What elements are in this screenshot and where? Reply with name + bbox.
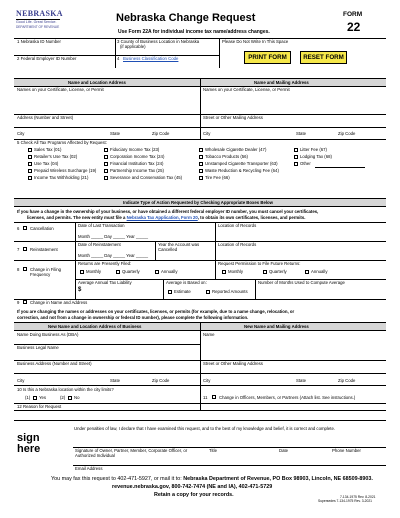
fein-label: 2 Federal Employer ID Number — [17, 56, 77, 61]
tax-checkbox[interactable] — [28, 169, 32, 173]
print-form-button[interactable]: PRINT FORM — [244, 51, 291, 64]
change-frequency-label: Change in Filing Frequency — [30, 267, 62, 278]
tax-checkbox[interactable] — [199, 162, 203, 166]
tax-checkbox[interactable] — [28, 148, 32, 152]
new-mail-name-label: Name — [203, 332, 215, 337]
tax-checkbox[interactable] — [28, 162, 32, 166]
future-quarterly-checkbox[interactable] — [263, 270, 267, 274]
mail-street-label: Street or Other Mailing Address — [203, 115, 263, 120]
reinstatement-date-label: Date of Reinstatement — [78, 242, 121, 247]
item11-number: 11 — [203, 395, 208, 400]
tax-checkbox[interactable] — [104, 176, 108, 180]
mail-city-label: City — [203, 131, 211, 136]
new-loc-state-label: State — [110, 378, 121, 383]
tax-program-label: Litter Fee (67) — [300, 147, 327, 152]
reported-checkbox[interactable] — [206, 290, 210, 294]
city-limits-yes-checkbox[interactable] — [33, 396, 37, 400]
tax-checkbox[interactable] — [104, 169, 108, 173]
reinstate-records-label: Location of Records — [218, 242, 257, 247]
name-change-note-line2: correction, and not from a change in ownership or federal ID number), please complete the following information. — [17, 315, 249, 320]
loc-city-label: City — [17, 131, 25, 136]
tax-program-label: Unstamped Cigarette Transporter (63) — [205, 161, 278, 166]
signature-label-line2: Authorized Individual — [75, 453, 115, 458]
reset-form-button[interactable]: RESET FORM — [300, 51, 347, 64]
tax-checkbox[interactable] — [199, 148, 203, 152]
tax-program-label: Lodging Tax (68) — [300, 154, 332, 159]
mailing-address-heading: Name and Mailing Address — [254, 80, 309, 85]
reinstatement-label: Reinstatement — [30, 247, 58, 252]
action-heading: Indicate Type of Action Requested by Checking Appropriate Boxes Below — [123, 200, 274, 205]
legal-name-label: Business Legal Name — [17, 345, 59, 350]
tax-program-label: Tobacco Products (56) — [205, 154, 248, 159]
new-mail-zip-label: Zip Code — [338, 378, 356, 383]
loc-state-label: State — [110, 131, 121, 136]
county-label: 3 County of Business Location in Nebraska — [117, 39, 200, 44]
form-number: 22 — [347, 20, 361, 34]
dba-label: Name Doing Business As (DBA) — [17, 332, 79, 337]
no-label: No — [74, 395, 80, 400]
county-note: (if applicable) — [120, 44, 146, 49]
tax-programs-label: 5 Check All Tax Programs Affected by Request: — [17, 140, 107, 145]
mail-state-label: State — [296, 131, 307, 136]
tax-checkbox[interactable] — [199, 169, 203, 173]
loc-name-label: Names on your Certificate, License, or Permit — [17, 87, 104, 92]
new-loc-zip-label: Zip Code — [152, 378, 170, 383]
page-title: Nebraska Change Request — [116, 12, 256, 24]
records-location-label: Location of Records — [218, 223, 257, 228]
city-limits-question: 10 Is this a Nebraska location within the city limits? — [17, 387, 114, 392]
cancel-date-fields[interactable]: Month _____ Day _____ Year _____ — [78, 234, 149, 239]
tax-checkbox[interactable] — [199, 176, 203, 180]
item7-number: 7 — [17, 247, 20, 252]
tax-checkbox[interactable] — [294, 148, 298, 152]
logo-dept: DEPARTMENT OF REVENUE — [16, 25, 60, 29]
future-monthly-checkbox[interactable] — [222, 270, 226, 274]
avg-liability-label: Average Annual Tax Liability — [78, 280, 132, 285]
ownership-note-line2: licenses, and permits. The new entity must file a Nebraska Tax Application, Form 20, to obtain its own certificates, licenses, and permits. — [27, 215, 306, 220]
tax-checkbox[interactable] — [199, 155, 203, 159]
change-name-label: Change in Name and Address — [30, 300, 88, 305]
email-label: Email Address — [75, 466, 103, 471]
tax-checkbox[interactable] — [28, 155, 32, 159]
tax-program-label: Retailer's Use Tax (02) — [34, 154, 78, 159]
logo-tagline: Good Life. Great Service. — [16, 20, 57, 24]
tax-program-label: Severance and Conservation Tax (45) — [110, 175, 183, 180]
class-code-link[interactable]: Business Classification Code — [123, 56, 179, 61]
tax-program-label: Prepaid Wireless Surcharge (19) — [34, 168, 97, 173]
new-mail-street-label: Street or Other Mailing Address — [203, 361, 263, 366]
new-mailing-heading: New Name and Mailing Address — [244, 324, 309, 329]
new-loc-city-label: City — [17, 378, 25, 383]
yes-label: Yes — [39, 395, 47, 400]
tax-program-label: Partnership Income Tax (25) — [110, 168, 164, 173]
signature-label-line1: Signature of Owner, Partner, Member, Corporate Officer, or — [75, 448, 188, 453]
future-annually-checkbox[interactable] — [305, 270, 309, 274]
future-quarterly-label: Quarterly — [269, 269, 287, 274]
new-business-street-label: Business Address (Number and Street) — [17, 361, 92, 366]
filed-annually-checkbox[interactable] — [155, 270, 159, 274]
reported-label: Reported Amounts — [212, 289, 248, 294]
sign-text: sign — [17, 432, 40, 444]
request-frequency-label: Request Permission to File Future Returns: — [218, 261, 301, 266]
loc-street-label: Address (Number and Street) — [17, 115, 74, 120]
last-transaction-label: Date of Last Transaction — [78, 223, 125, 228]
tax-checkbox[interactable] — [104, 162, 108, 166]
form-supersedes: Supersedes 7-134-1975 Rev. 3-2021 — [318, 499, 373, 503]
tax-program-label: Fiduciary Income Tax (23) — [110, 147, 160, 152]
dollar-sign: $ — [78, 287, 82, 293]
cancellation-label: Cancellation — [30, 226, 54, 231]
tax-program-label: Other — [300, 161, 311, 166]
change-name-checkbox[interactable] — [23, 300, 27, 304]
tax-program-label: Use Tax (04) — [34, 161, 59, 166]
reason-label: 12 Reason for Request — [17, 404, 62, 409]
reinstatement-checkbox[interactable] — [23, 247, 27, 251]
date-label: Date — [279, 448, 289, 453]
tax-checkbox[interactable] — [294, 155, 298, 159]
tax-program-label: Income Tax Withholding (21) — [34, 175, 89, 180]
estimate-checkbox[interactable] — [168, 290, 172, 294]
mail-name-label: Names on your Certificate, License, or Permit — [203, 87, 290, 92]
no-number: (2) — [60, 395, 66, 400]
officers-change-label: Change in Officers, Members, or Partners (Attach list. See instructions.) — [219, 395, 356, 400]
reinstate-date-fields[interactable]: Month _____ Day _____ Year _____ — [78, 253, 149, 258]
officers-change-checkbox[interactable] — [212, 395, 216, 399]
tax-program-label: Tire Fee (66) — [205, 175, 230, 180]
title-label: Title — [209, 448, 217, 453]
form-label: FORM — [343, 11, 363, 18]
location-address-heading: Name and Location Address — [68, 80, 126, 85]
tax-checkbox[interactable] — [104, 148, 108, 152]
footer-retain-line: Retain a copy for your records. — [154, 492, 234, 498]
mail-zip-label: Zip Code — [338, 131, 356, 136]
nebraska-id-label: 1 Nebraska ID Number — [17, 39, 61, 44]
new-location-heading: New Name and Location Address of Business — [48, 324, 142, 329]
tax-checkbox[interactable] — [294, 162, 298, 166]
name-change-note-line1: If you are changing the names or addresses on your certificates, licenses, or permits (for example, due to a name change, relocation, or — [17, 309, 295, 314]
filed-monthly-label: Monthly — [86, 269, 102, 274]
tax-checkbox[interactable] — [28, 176, 32, 180]
office-use-label: Please Do Not Write In This Space — [222, 39, 289, 44]
new-mail-city-label: City — [203, 378, 211, 383]
new-mail-state-label: State — [296, 378, 307, 383]
year-cancelled-label: Year the Account was Cancelled — [158, 242, 200, 252]
logo-nebraska: NEBRASKA — [16, 9, 63, 18]
tax-program-label: Wholesale Cigarette Dealer (47) — [205, 147, 267, 152]
item8-number: 8 — [17, 267, 20, 272]
cancellation-checkbox[interactable] — [23, 226, 27, 230]
perjury-statement: Under penalties of law, I declare that I have examined this request, and to the best of my knowledge and belief, it is correct and complete. — [74, 426, 336, 431]
ownership-note-line1: If you have a change in the ownership of your business, or have obtained a different federal employer ID number, you must cancel your certificates, — [17, 209, 319, 214]
tax-program-label: Waste Reduction & Recycling Fee (64) — [205, 168, 279, 173]
footer-mail-line: You may fax this request to 402-471-5927, or mail it to: Nebraska Department of Revenue, PO Box 98903, Lincoln, NE 68509-8903. — [51, 476, 373, 482]
phone-label: Phone Number — [332, 448, 361, 453]
returns-filed-label: Returns are Presently Filed: — [78, 261, 132, 266]
form20-link[interactable]: Nebraska Tax Application, Form 20 — [126, 215, 198, 220]
form-code: 7-134-1975 Rev. 8-2021 — [340, 495, 376, 499]
tax-program-label: Sales Tax (01) — [34, 147, 62, 152]
tax-program-label: Financial Institution Tax (24) — [110, 161, 164, 166]
item6-number: 6 — [17, 226, 20, 231]
class-code-number: 4 — [117, 56, 120, 61]
filed-quarterly-checkbox[interactable] — [116, 270, 120, 274]
filed-quarterly-label: Quarterly — [122, 269, 140, 274]
item9-number: 9 — [17, 300, 20, 305]
future-monthly-label: Monthly — [228, 269, 244, 274]
tax-checkbox[interactable] — [104, 155, 108, 159]
city-limits-no-checkbox[interactable] — [68, 396, 72, 400]
page-subtitle: Use Form 22A for individual income tax name/address changes. — [118, 29, 270, 35]
future-annually-label: Annually — [311, 269, 328, 274]
loc-zip-label: Zip Code — [152, 131, 170, 136]
here-text: here — [17, 443, 41, 455]
tax-program-label: Corporation Income Tax (24) — [110, 154, 165, 159]
filed-monthly-checkbox[interactable] — [80, 270, 84, 274]
estimate-label: Estimate — [174, 289, 191, 294]
change-frequency-checkbox[interactable] — [23, 267, 27, 271]
filed-annually-label: Annually — [161, 269, 178, 274]
yes-number: (1) — [25, 395, 31, 400]
avg-based-label: Average is Based on: — [166, 280, 207, 285]
months-used-label: Number of Months Used to Compute Average — [258, 280, 345, 285]
footer-contact-line: revenue.nebraska.gov, 800-742-7474 (NE and IA), 402-471-5729 — [112, 484, 273, 490]
